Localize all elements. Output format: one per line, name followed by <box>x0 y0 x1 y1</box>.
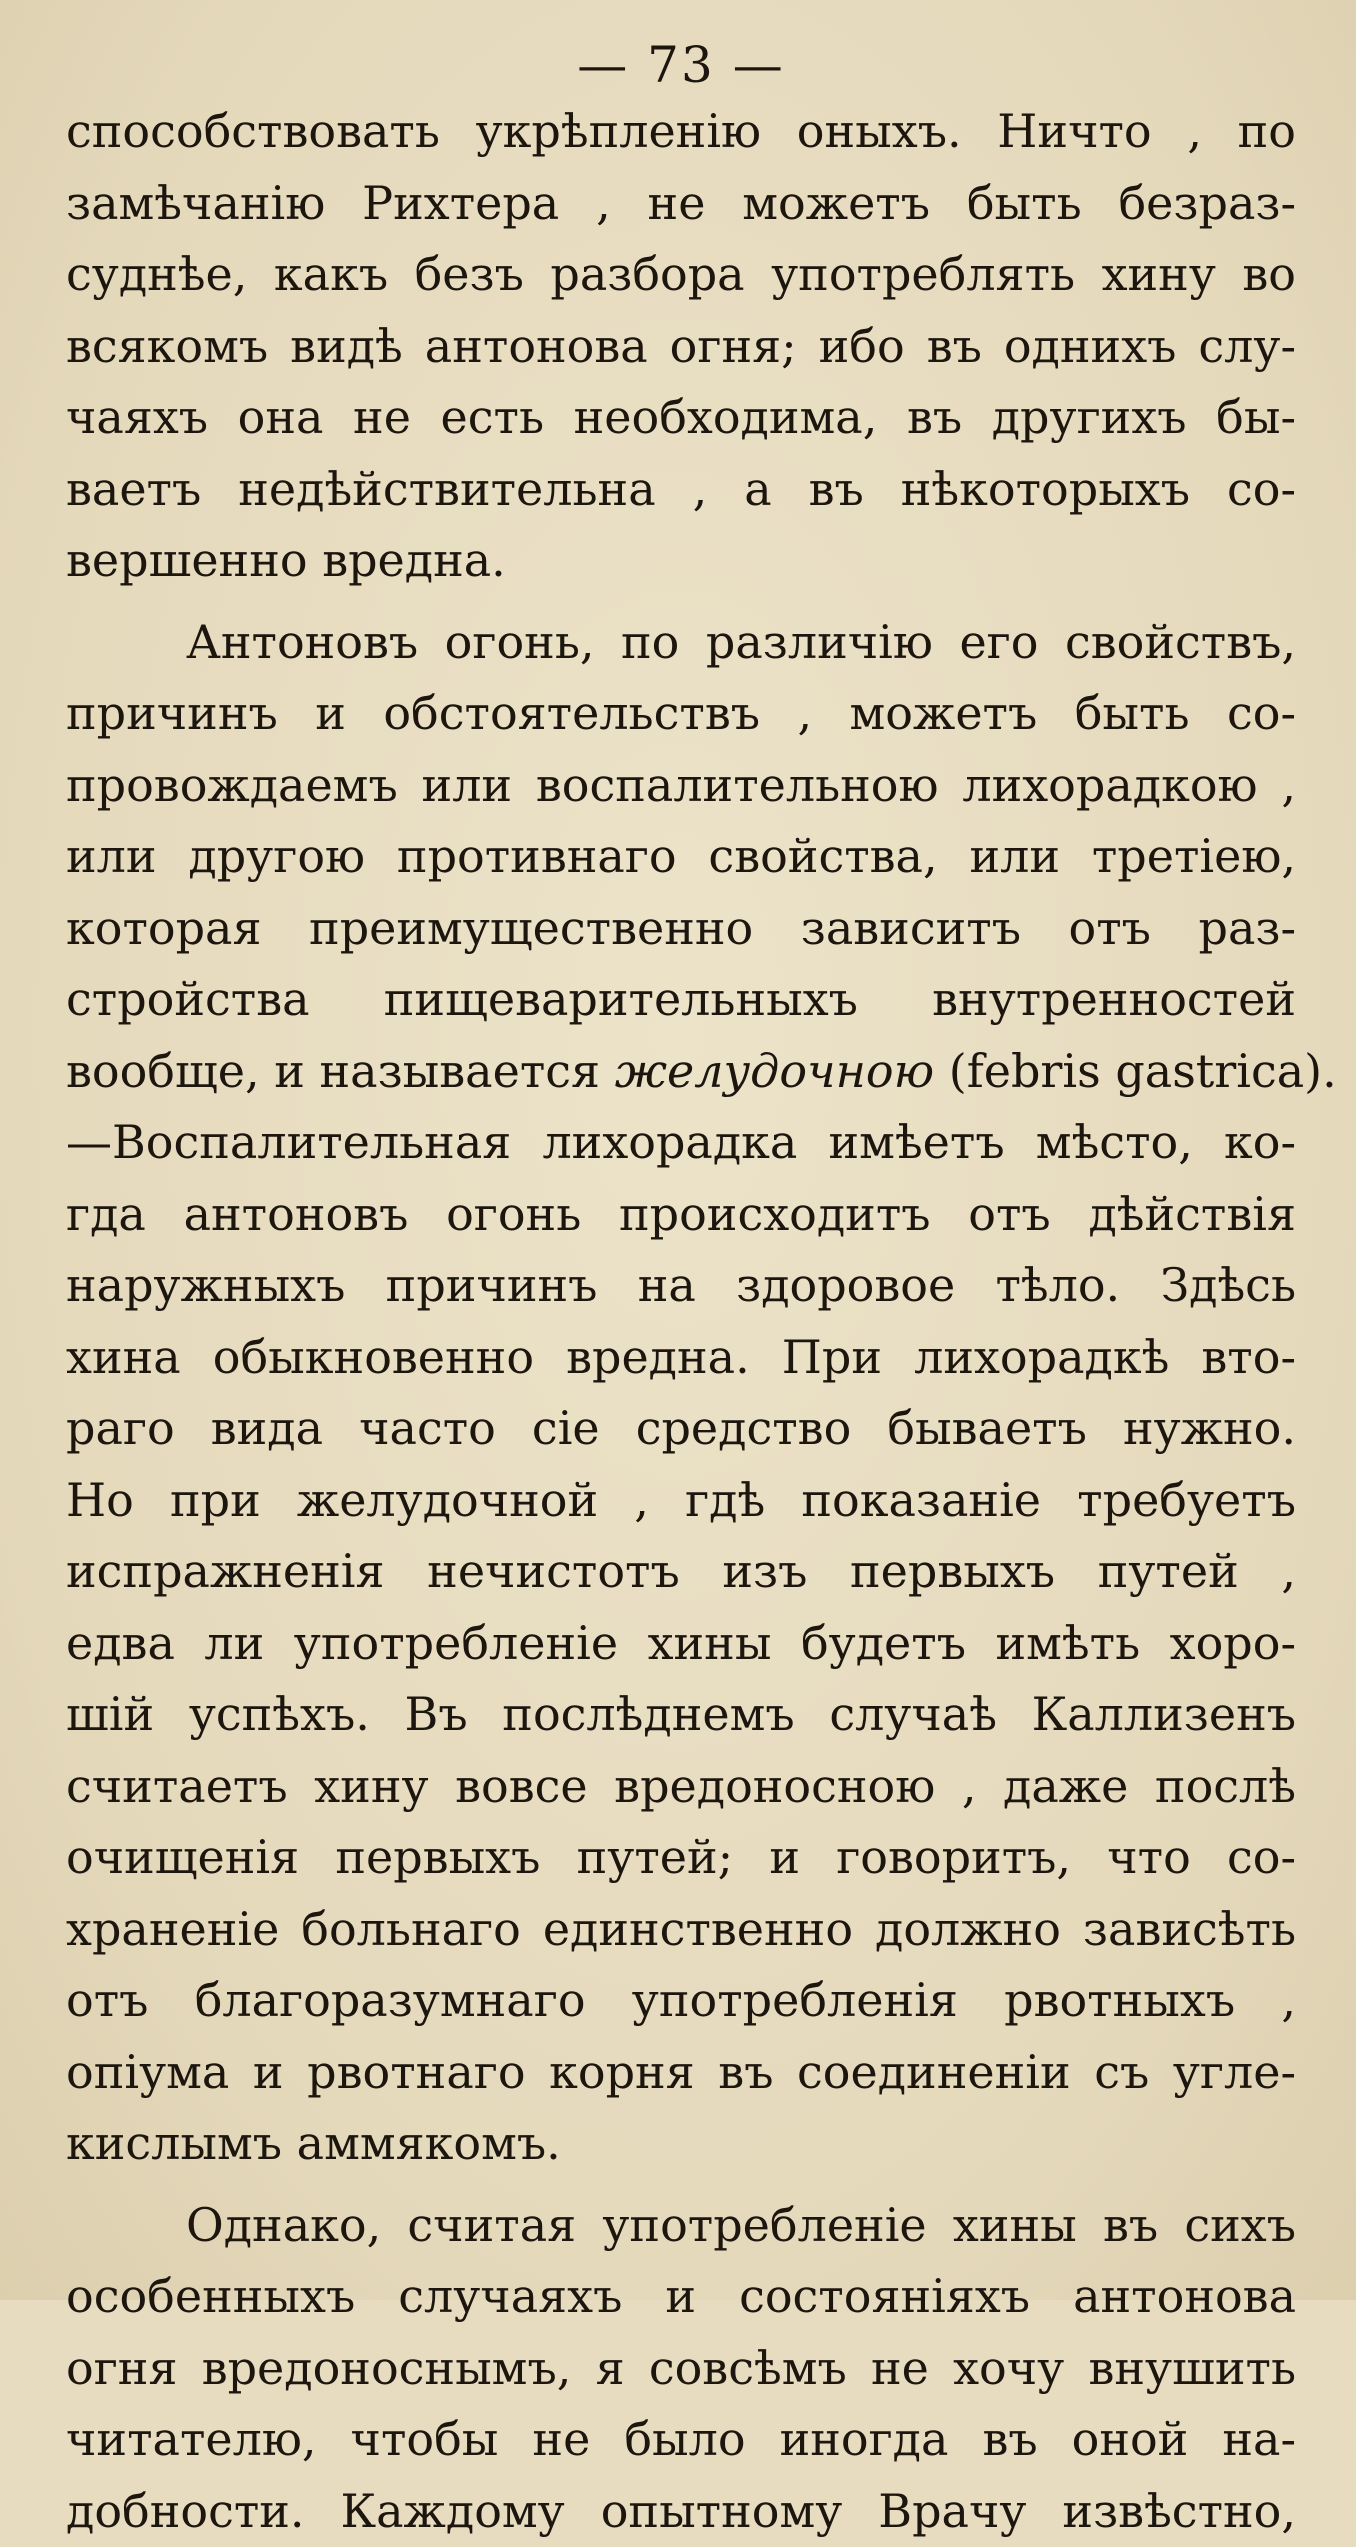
text-line: хина обыкновенно вредна. При лихорадкѣ вто- <box>66 1322 1296 1394</box>
text-line: особенныхъ случаяхъ и состояніяхъ антонова <box>66 2261 1296 2333</box>
text-line: опіума и рвотнаго корня въ соединеніи съ угле- <box>66 2037 1296 2109</box>
text-line: считаетъ хину вовсе вредоносною , даже послѣ <box>66 1751 1296 1823</box>
text-line: стройства пищеварительныхъ внутренностей <box>66 964 1296 1036</box>
page-number: — 73 — <box>66 38 1296 92</box>
text-line: огня вредоноснымъ, я совсѣмъ не хочу внушить <box>66 2333 1296 2405</box>
paragraph-3 <box>66 2190 1296 2547</box>
text-line: гда антоновъ огонь происходитъ отъ дѣйствія <box>66 1179 1296 1251</box>
paragraph-2 <box>66 607 1296 2180</box>
text-line: суднѣе, какъ безъ разбора употреблять хину во <box>66 239 1296 311</box>
text-line: вершенно вредна. <box>66 525 1296 597</box>
text-line: раго вида часто сіе средство бываетъ нужно. <box>66 1393 1296 1465</box>
text-line: испражненія нечистотъ изъ первыхъ путей , <box>66 1536 1296 1608</box>
text-line: которая преимущественно зависитъ отъ раз- <box>66 893 1296 965</box>
text-line: едва ли употребленіе хины будетъ имѣть хоро- <box>66 1608 1296 1680</box>
latin-term: (febris gastrica). <box>934 1044 1337 1098</box>
text-line: храненіе больнаго единственно должно зависѣть <box>66 1894 1296 1966</box>
text-line: всякомъ видѣ антонова огня; ибо въ однихъ слу- <box>66 311 1296 383</box>
paragraph-1 <box>66 96 1296 597</box>
text-line: Но при желудочной , гдѣ показаніе требуетъ <box>66 1465 1296 1537</box>
text-line: или другою противнаго свойства, или третіею, <box>66 821 1296 893</box>
text-line: —Воспалительная лихорадка имѣетъ мѣсто, ко- <box>66 1107 1296 1179</box>
text-line: Однако, считая употребленіе хины въ сихъ <box>66 2190 1296 2262</box>
text-line: способствовать укрѣпленію оныхъ. Ничто , по <box>66 96 1296 168</box>
text-line: добности. Каждому опытному Врачу извѣстно, <box>66 2476 1296 2547</box>
text-line: кислымъ аммякомъ. <box>66 2108 1296 2180</box>
text-segment: вообще, и называется <box>66 1044 615 1098</box>
text-line: провождаемъ или воспалительною лихорадкою , <box>66 750 1296 822</box>
text-line: читателю, чтобы не было иногда въ оной на- <box>66 2404 1296 2476</box>
text-line: очищенія первыхъ путей; и говоритъ, что со- <box>66 1822 1296 1894</box>
text-line: чаяхъ она не есть необходима, въ другихъ бы- <box>66 382 1296 454</box>
text-line: Антоновъ огонь, по различію его свойствъ, <box>66 607 1296 679</box>
text-line: наружныхъ причинъ на здоровое тѣло. Здѣсь <box>66 1250 1296 1322</box>
italic-term: желудочною <box>615 1044 934 1098</box>
text-line: шій успѣхъ. Въ послѣднемъ случаѣ Каллизенъ <box>66 1679 1296 1751</box>
text-line: замѣчанію Рихтера , не можетъ быть безраз- <box>66 168 1296 240</box>
text-line: ваетъ недѣйствительна , а въ нѣкоторыхъ со- <box>66 454 1296 526</box>
text-line-with-terms <box>66 1036 1296 1108</box>
text-line: причинъ и обстоятельствъ , можетъ быть со- <box>66 678 1296 750</box>
text-line: отъ благоразумнаго употребленія рвотныхъ , <box>66 1965 1296 2037</box>
